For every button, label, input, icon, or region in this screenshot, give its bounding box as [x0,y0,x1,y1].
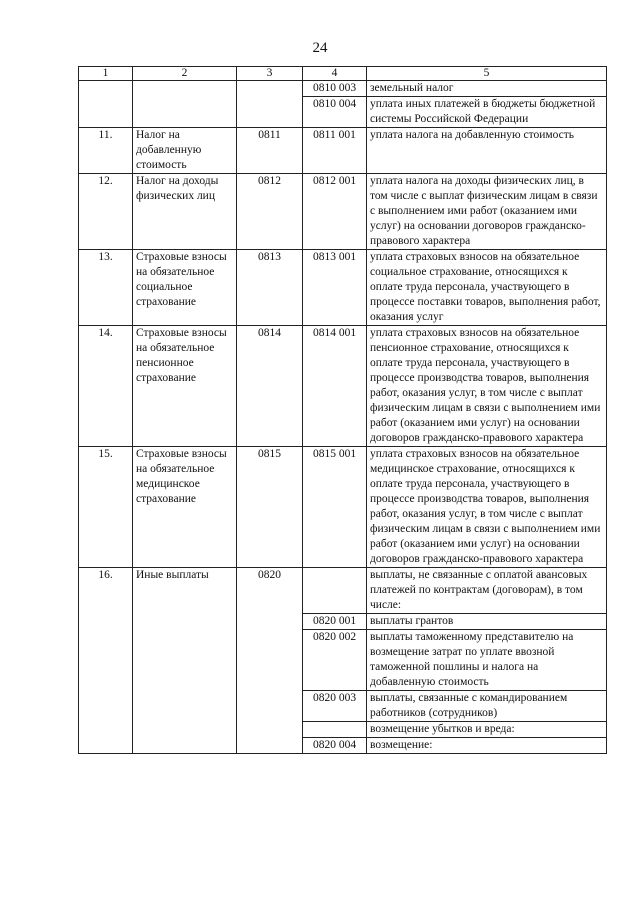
row-description: уплата иных платежей в бюджеты бюджетной системы Российской Федерации [367,97,607,128]
table-row [79,128,607,174]
header-col-3: 3 [237,67,303,81]
row-description: земельный налог [367,81,607,97]
row-description: уплата страховых взносов на обязательное пенсионное страхование, относящихся к оплате труда персонала, участвующего в процессе производства товаров, выполнения работ, оказания услуг, в том числе с выплат физическим лицам в связи с выполнением ими работ (оказанием ими услуг) на основании договоров гражданско-правового характера [367,326,607,447]
row-code: 0820 [237,568,303,754]
table-row [79,81,607,97]
row-subcode: 0813 001 [303,250,367,326]
table-row [79,326,607,447]
header-col-2: 2 [133,67,237,81]
row-description: выплаты таможенному представителю на возмещение затрат по уплате ввозной таможенной пошлины и налога на добавленную стоимость [367,630,607,691]
row-name: Налог на доходы физических лиц [133,174,237,250]
row-description: уплата страховых взносов на обязательное медицинское страхование, относящихся к оплате труда персонала, участвующего в процессе производства товаров, выполнения работ, оказания услуг, в том числе с выплат физическим лицам в связи с выполнением ими работ (оказанием ими услуг) на основании договоров гражданско-правового характера [367,447,607,568]
row-subcode: 0820 001 [303,614,367,630]
row-subcode: 0810 004 [303,97,367,128]
row-subcode: 0815 001 [303,447,367,568]
row-subcode: 0810 003 [303,81,367,97]
row-number: 12. [79,174,133,250]
row-name: Страховые взносы на обязательное медицинское страхование [133,447,237,568]
table-row [79,250,607,326]
row-number: 14. [79,326,133,447]
row-number: 15. [79,447,133,568]
row-code: 0811 [237,128,303,174]
table-row [79,568,607,614]
row-code: 0813 [237,250,303,326]
row-description: выплаты, связанные с командированием работников (сотрудников) [367,691,607,722]
row-subcode: 0820 002 [303,630,367,691]
page-number: 24 [312,40,328,56]
row-code: 0815 [237,447,303,568]
row-subcode: 0814 001 [303,326,367,447]
row-code-cell [237,81,303,128]
row-code: 0812 [237,174,303,250]
row-subcode-empty [303,568,367,614]
table-row [79,174,607,250]
header-col-4: 4 [303,67,367,81]
row-description: уплата налога на доходы физических лиц, в том числе с выплат физическим лицам в связи с выполнением ими работ (оказанием ими услуг) на основании договоров гражданско-правового характера [367,174,607,250]
row-description: выплаты грантов [367,614,607,630]
row-name: Иные выплаты [133,568,237,754]
row-code: 0814 [237,326,303,447]
row-number-cell [79,81,133,128]
row-name: Налог на добавленную стоимость [133,128,237,174]
row-description: выплаты, не связанные с оплатой авансовых платежей по контрактам (договорам), в том числе: [367,568,607,614]
row-name: Страховые взносы на обязательное социальное страхование [133,250,237,326]
row-description: возмещение убытков и вреда: [367,722,607,738]
row-description: уплата налога на добавленную стоимость [367,128,607,174]
row-number: 13. [79,250,133,326]
row-name: Страховые взносы на обязательное пенсионное страхование [133,326,237,447]
row-number: 16. [79,568,133,754]
row-subcode-empty [303,722,367,738]
row-subcode: 0811 001 [303,128,367,174]
header-col-1: 1 [79,67,133,81]
row-subcode: 0820 003 [303,691,367,722]
row-name-cell [133,81,237,128]
row-description: уплата страховых взносов на обязательное социальное страхование, относящихся к оплате труда персонала, участвующего в процессе поставки товаров, выполнения работ, оказания услуг [367,250,607,326]
table-row [79,447,607,568]
header-row [79,67,607,81]
row-number: 11. [79,128,133,174]
row-subcode: 0812 001 [303,174,367,250]
classification-table [78,66,607,754]
header-col-5: 5 [367,67,607,81]
row-description: возмещение: [367,738,607,754]
row-subcode: 0820 004 [303,738,367,754]
